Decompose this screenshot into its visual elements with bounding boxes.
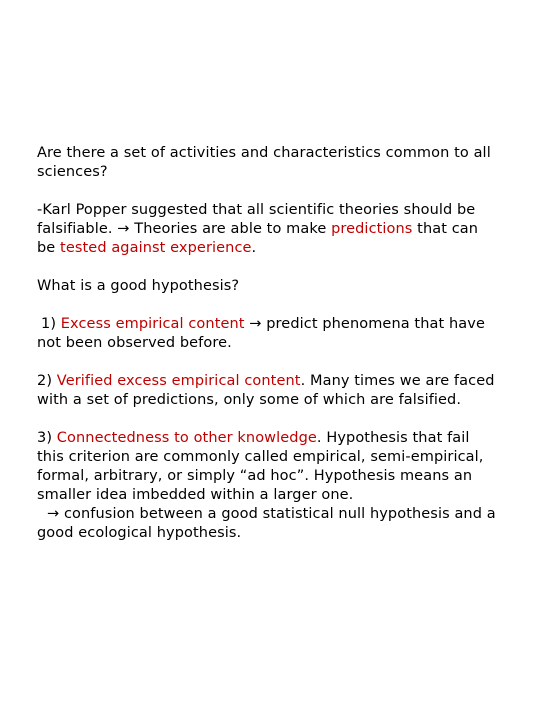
question-paragraph <box>37 144 497 182</box>
question-text: Are there a set of activities and characteristics common to all sciences? <box>37 145 491 180</box>
criterion-3-text: . Hypothesis that fail this criterion are commonly called empirical, semi-empirical, formal, arbitrary, or simply “ad hoc”. Hypothesis means an smaller idea imbedded within a larger one. <box>37 430 484 503</box>
popper-mid-text: Theories are able to make <box>129 221 332 237</box>
right-arrow-icon: → <box>47 506 60 522</box>
criterion-1-paragraph <box>37 315 497 353</box>
popper-mid2-text: that can be <box>37 221 479 256</box>
tested-highlight: tested against experience <box>60 240 252 256</box>
criterion-1-number: 1) <box>41 316 61 332</box>
criterion-1-text: predict phenomena that have not been observed before. <box>37 316 485 351</box>
criterion-2-number: 2) <box>37 373 57 389</box>
right-arrow-icon: → <box>249 316 262 332</box>
criterion-3-paragraph <box>37 429 497 543</box>
hypothesis-question-paragraph <box>37 277 497 296</box>
hypothesis-question-text: What is a good hypothesis? <box>37 278 240 294</box>
predictions-highlight: predictions <box>331 221 413 237</box>
criterion-2-text: . Many times we are faced with a set of predictions, only some of which are falsified. <box>37 373 495 408</box>
criterion-3-number: 3) <box>37 430 57 446</box>
criterion-2-highlight: Verified excess empirical content <box>56 373 301 389</box>
slide-text-body <box>37 144 497 543</box>
popper-end-text: . <box>251 240 257 256</box>
criterion-1-highlight: Excess empirical content <box>60 316 245 332</box>
criterion-2-paragraph <box>37 372 497 410</box>
criterion-3-highlight: Connectedness to other knowledge <box>56 430 317 446</box>
right-arrow-icon: → <box>117 221 130 237</box>
popper-paragraph <box>37 201 497 258</box>
popper-lead-text: -Karl Popper suggested that all scientific theories should be falsifiable. <box>37 202 476 237</box>
criterion-3-conclusion: confusion between a good statistical null hypothesis and a good ecological hypothesis. <box>37 506 496 541</box>
